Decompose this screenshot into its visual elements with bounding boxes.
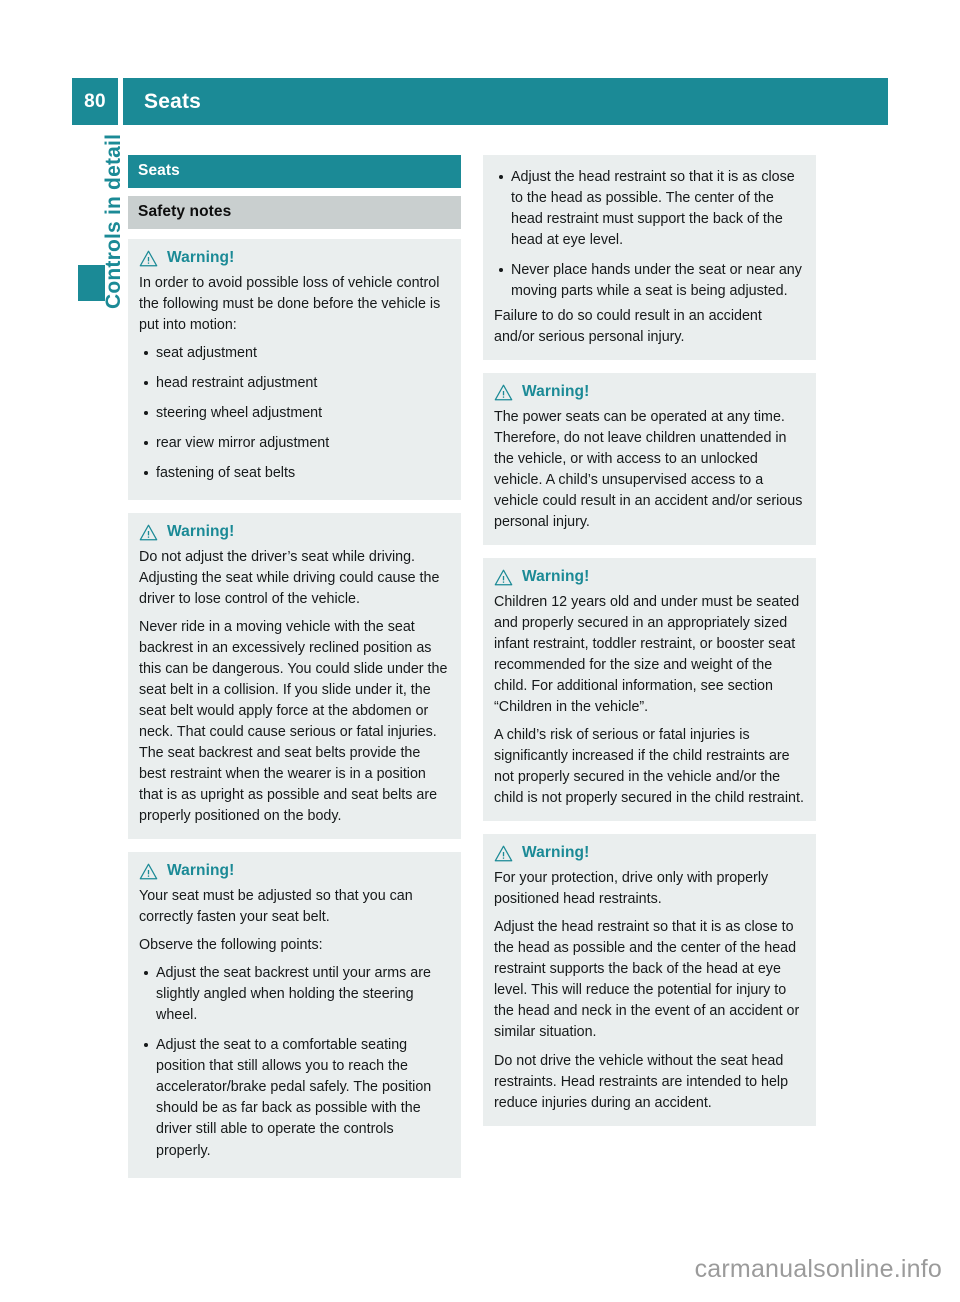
warning-text: Failure to do so could result in an accident and/or serious personal injury. xyxy=(494,308,762,346)
chapter-tab-label-wrap xyxy=(78,133,125,609)
warning-text: Your seat must be adjusted so that you can correctly fasten your seat belt. xyxy=(139,888,413,926)
header-bar xyxy=(123,78,888,125)
warning-label: Warning! xyxy=(167,862,235,880)
running-header xyxy=(72,78,888,125)
warning-header xyxy=(139,523,450,541)
warning-text: For your protection, drive only with properly positioned head restraints. xyxy=(494,870,769,908)
list-item: fastening of seat belts xyxy=(139,463,450,484)
warning-header xyxy=(494,844,805,862)
warning-text: Do not adjust the driver’s seat while driving. Adjusting the seat while driving could cause the driver to lose control of the vehicle. xyxy=(139,549,440,608)
page-number: 80 xyxy=(72,78,118,125)
warning-triangle-icon xyxy=(494,845,513,862)
chapter-tab-marker xyxy=(78,265,105,301)
content-columns xyxy=(128,155,816,1191)
warning-box xyxy=(128,239,461,500)
list-item: Adjust the seat backrest until your arms are slightly angled when holding the steering wheel. xyxy=(139,963,450,1026)
warning-box xyxy=(483,834,816,1125)
left-column xyxy=(128,155,461,1191)
chapter-tab-label: Controls in detail xyxy=(102,133,125,309)
warning-label: Warning! xyxy=(522,568,590,586)
warning-triangle-icon xyxy=(139,250,158,267)
bullet-list xyxy=(494,167,805,302)
warning-box xyxy=(128,513,461,839)
warning-box xyxy=(483,558,816,821)
warning-header xyxy=(139,862,450,880)
warning-header xyxy=(139,249,450,267)
list-item: steering wheel adjustment xyxy=(139,403,450,424)
warning-text: Adjust the head restraint so that it is as close to the head as possible and the center of the head restraint supports the back of the head at eye level. This will reduce the potential for injury to the head and neck in the event of an accident or similar situation. xyxy=(494,919,800,1041)
warning-text: The power seats can be operated at any time. Therefore, do not leave children unattended in the vehicle, or with access to an unlocked vehicle. A child’s unsupervised access to a vehicle could result in an accident and/or serious personal injury. xyxy=(494,409,803,531)
warning-box xyxy=(483,373,816,545)
warning-label: Warning! xyxy=(522,383,590,401)
list-item: rear view mirror adjustment xyxy=(139,433,450,454)
list-item: Never place hands under the seat or near any moving parts while a seat is being adjusted. xyxy=(494,260,805,302)
warning-box-continued xyxy=(483,155,816,360)
warning-triangle-icon xyxy=(494,569,513,586)
warning-triangle-icon xyxy=(139,863,158,880)
warning-text: Never ride in a moving vehicle with the seat backrest in an excessively reclined position as this can be dangerous. You could slide under the seat belt in a collision. If you slide under it, the seat belt would apply force at the abdomen or neck. That could cause serious or fatal injuries. The seat backrest and seat belts provide the best restraint when the wearer is in a position that is as upright as possible and seat belts are properly positioned on the body. xyxy=(139,619,448,825)
warning-text: Do not drive the vehicle without the seat head restraints. Head restraints are intended to help reduce injuries during an accident. xyxy=(494,1052,789,1111)
list-item: head restraint adjustment xyxy=(139,373,450,394)
warning-text: Children 12 years old and under must be seated and properly secured in an appropriately sized infant restraint, toddler restraint, or booster seat recommended for the size and weight of the child. For additional information, see section “Children in the vehicle”. xyxy=(494,594,800,716)
list-item: Adjust the head restraint so that it is as close to the head as possible. The center of the head restraint must support the back of the head at eye level. xyxy=(494,167,805,251)
warning-header xyxy=(494,383,805,401)
bullet-list xyxy=(139,963,450,1161)
warning-label: Warning! xyxy=(522,844,590,862)
chapter-tab xyxy=(78,133,125,309)
list-item: Adjust the seat to a comfortable seating position that still allows you to reach the accelerator/brake pedal safely. The position should be as far back as possible with the driver still able to operate the controls properly. xyxy=(139,1035,450,1161)
right-column xyxy=(483,155,816,1191)
warning-header xyxy=(494,568,805,586)
warning-triangle-icon xyxy=(494,384,513,401)
warning-label: Warning! xyxy=(167,249,235,266)
warning-text: In order to avoid possible loss of vehicle control the following must be done before the vehicle is put into motion: xyxy=(139,275,441,334)
warning-label: Warning! xyxy=(167,523,235,541)
warning-box xyxy=(128,852,461,1177)
bullet-list xyxy=(139,343,450,484)
subsection-banner-safety-notes: Safety notes xyxy=(128,196,461,229)
header-title: Seats xyxy=(144,89,202,113)
watermark: carmanualsonline.info xyxy=(694,1255,942,1283)
warning-triangle-icon xyxy=(139,524,158,541)
warning-text: Observe the following points: xyxy=(139,937,323,954)
warning-text: A child’s risk of serious or fatal injuries is significantly increased if the child restraints are not properly secured in the vehicle and/or the child is not properly secured in the child restraint. xyxy=(494,727,804,807)
list-item: seat adjustment xyxy=(139,343,450,364)
section-banner-seats: Seats xyxy=(128,155,461,188)
